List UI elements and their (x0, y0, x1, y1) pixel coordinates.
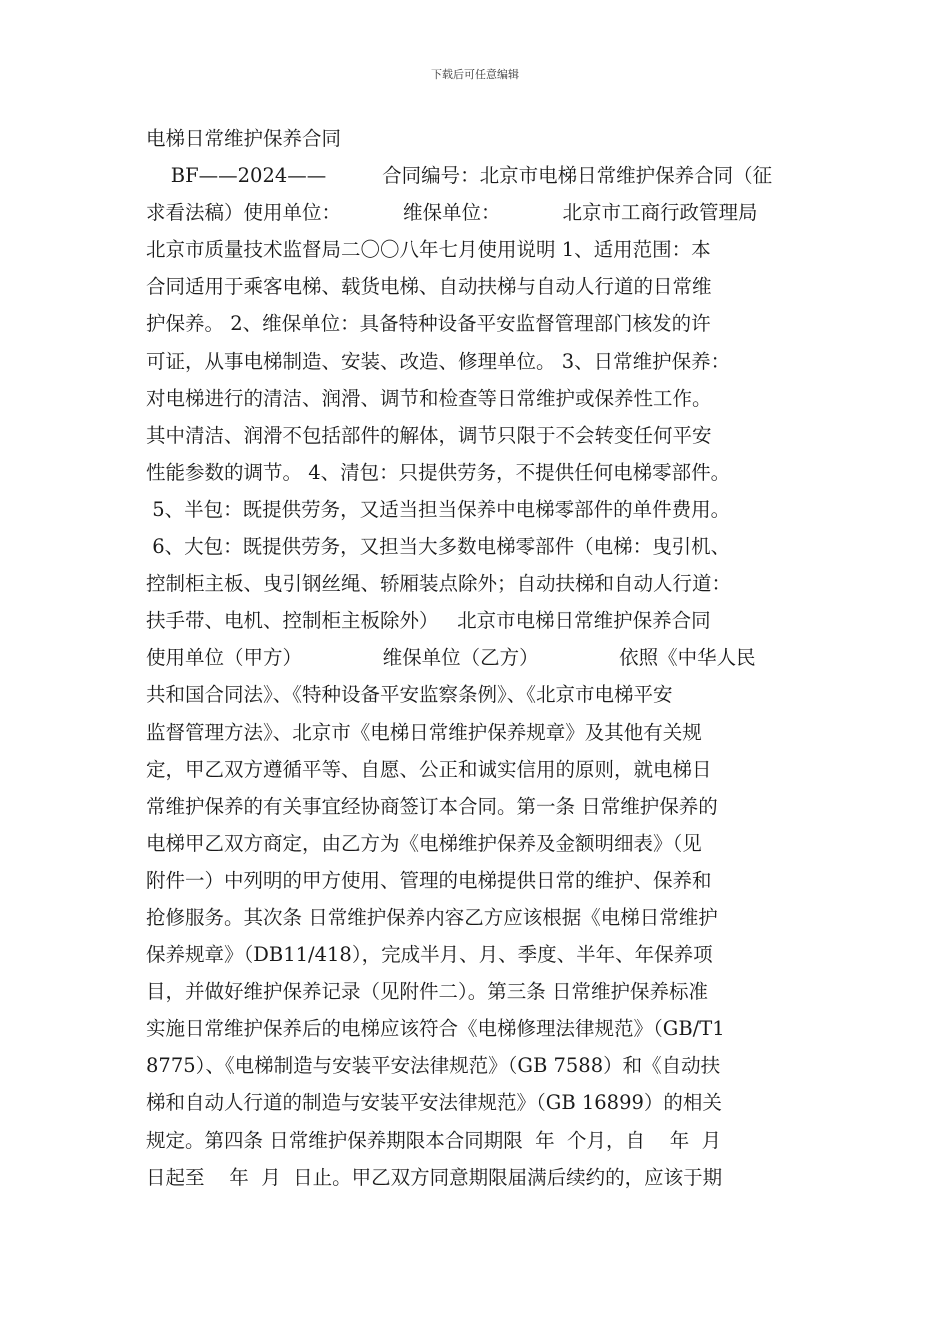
text-line: 扶手带、电机、控制柜主板除外） 北京市电梯日常维护保养合同 (146, 609, 711, 633)
text-line: 监督管理方法》、北京市《电梯日常维护保养规章》及其他有关规 (146, 720, 702, 744)
text-line: 附件一）中列明的甲方使用、管理的电梯提供日常的维护、保养和 (146, 868, 712, 892)
text-line: 梯和自动人行道的制造与安装平安法律规范》（GB 16899）的相关 (146, 1091, 722, 1115)
page-header: 下载后可任意编辑 (431, 68, 519, 81)
text-line: 控制柜主板、曳引钢丝绳、轿厢装点除外；自动扶梯和自动人行道： (146, 572, 732, 596)
text-line: 共和国合同法》、《特种设备平安监察条例》、《北京市电梯平安 (146, 683, 673, 707)
text-line: 电梯甲乙双方商定，由乙方为《电梯维护保养及金额明细表》（见 (146, 831, 702, 855)
text-line: 求看法稿）使用单位： 维保单位： 北京市工商行政管理局 (146, 201, 758, 225)
text-line: 目，并做好维护保养记录（见附件二）。第三条 日常维护保养标准 (146, 980, 708, 1004)
text-line: 护保养。 2、维保单位：具备特种设备平安监督管理部门核发的许 (146, 312, 711, 336)
text-line: 北京市质量技术监督局二〇〇八年七月使用说明 1、适用范围：本 (146, 238, 711, 262)
text-line: 6、大包：既提供劳务，又担当大多数电梯零部件（电梯：曳引机、 (146, 535, 731, 559)
text-line: 合同适用于乘客电梯、载货电梯、自动扶梯与自动人行道的日常维 (146, 275, 712, 299)
text-line: 使用单位（甲方） 维保单位（乙方） 依照《中华人民 (146, 646, 756, 670)
text-line: 实施日常维护保养后的电梯应该符合《电梯修理法律规范》（GB/T1 (146, 1017, 725, 1041)
text-line: 定，甲乙双方遵循平等、自愿、公正和诚实信用的原则，就电梯日 (146, 757, 712, 781)
text-line: 常维护保养的有关事宜经协商签订本合同。第一条 日常维护保养的 (146, 794, 718, 818)
text-line: 规定。第四条 日常维护保养期限本合同期限 年 个月，自 年 月 (146, 1128, 722, 1152)
text-line: 其中清洁、润滑不包括部件的解体，调节只限于不会转变任何平安 (146, 423, 712, 447)
text-line: 对电梯进行的清洁、润滑、调节和检查等日常维护或保养性工作。 (146, 386, 712, 410)
text-line: 抢修服务。其次条 日常维护保养内容乙方应该根据《电梯日常维护 (146, 905, 718, 929)
text-line: 保养规章》（DB11/418），完成半月、月、季度、半年、年保养项 (146, 943, 713, 967)
text-line: 性能参数的调节。 4、清包：只提供劳务，不提供任何电梯零部件。 (146, 460, 731, 484)
text-line: 日起至 年 月 日止。甲乙双方同意期限届满后续约的，应该于期 (146, 1165, 723, 1189)
text-line: 8775）、《电梯制造与安装平安法律规范》（GB 7588）和《自动扶 (146, 1054, 721, 1078)
text-line: 5、半包：既提供劳务，又适当担当保养中电梯零部件的单件费用。 (146, 497, 731, 521)
document-body (146, 120, 818, 1196)
text-line: 可证，从事电梯制造、安装、改造、修理单位。 3、日常维护保养： (146, 349, 731, 373)
text-line: BF——2024—— 合同编号：北京市电梯日常维护保养合同（征 (146, 164, 773, 188)
document-title: 电梯日常维护保养合同 (146, 127, 342, 150)
